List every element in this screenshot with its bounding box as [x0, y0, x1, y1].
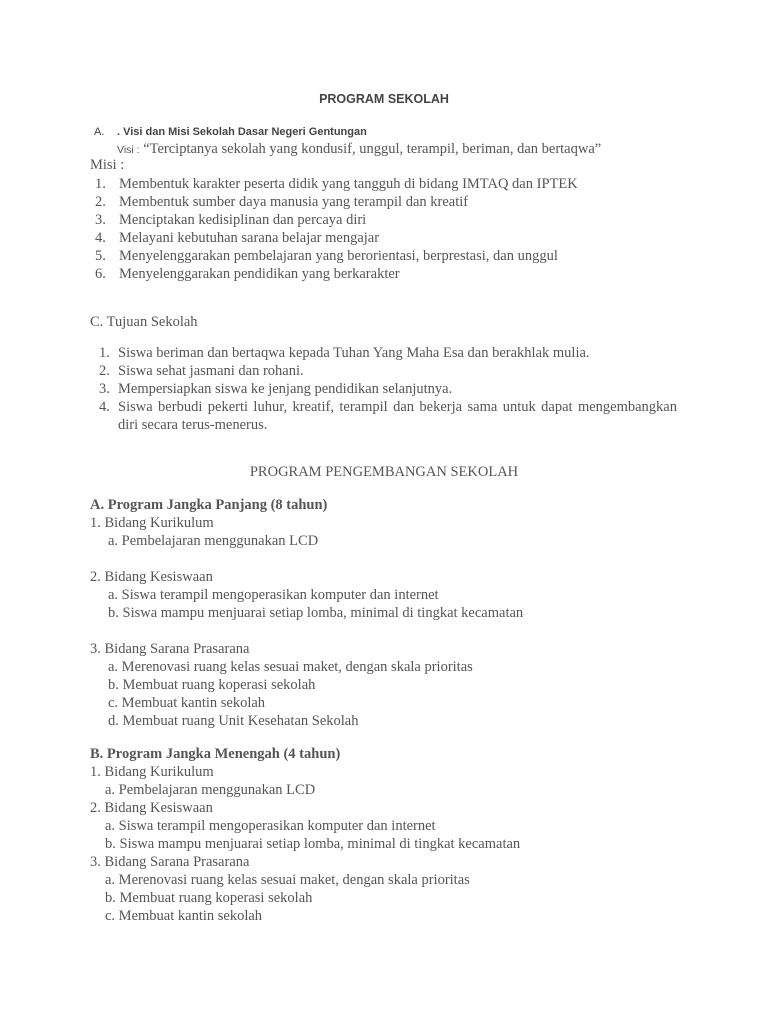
misi-item-number: 3.	[95, 212, 106, 228]
bidang-item: b. Siswa mampu menjuarai setiap lomba, minimal di tingkat kecamatan	[108, 605, 524, 621]
visi-label: Visi :	[117, 144, 140, 156]
bidang-item: b. Membuat ruang koperasi sekolah	[105, 890, 313, 906]
bidang-heading: 3. Bidang Sarana Prasarana	[90, 854, 250, 870]
tujuan-item-number: 3.	[99, 381, 110, 397]
tujuan-item	[90, 380, 677, 398]
tujuan-item-text: Siswa sehat jasmani dan rohani.	[118, 363, 304, 379]
misi-item-number: 1.	[95, 176, 106, 192]
visi-text: “Terciptanya sekolah yang kondusif, unggul, terampil, beriman, dan bertaqwa”	[143, 141, 602, 157]
bidang-item: b. Membuat ruang koperasi sekolah	[108, 677, 316, 693]
tujuan-item	[90, 344, 677, 362]
misi-list	[90, 175, 578, 283]
visi-line	[117, 140, 601, 159]
bidang-item: a. Pembelajaran menggunakan LCD	[105, 782, 316, 798]
misi-item-number: 5.	[95, 248, 106, 264]
tujuan-item	[90, 362, 677, 380]
section-a-title: . Visi dan Misi Sekolah Dasar Negeri Gentungan	[117, 126, 367, 138]
jangka-menengah-block	[90, 745, 520, 925]
misi-item-text: Melayani kebutuhan sarana belajar mengajar	[119, 230, 380, 246]
bidang-item: a. Pembelajaran menggunakan LCD	[108, 533, 319, 549]
bidang-item: c. Membuat kantin sekolah	[108, 695, 266, 711]
misi-item-number: 6.	[95, 266, 106, 282]
tujuan-item-text: Siswa beriman dan bertaqwa kepada Tuhan Yang Maha Esa dan berakhlak mulia.	[118, 345, 590, 361]
bidang-heading: 2. Bidang Kesiswaan	[90, 800, 213, 816]
bidang-item: a. Siswa terampil mengoperasikan komputer dan internet	[105, 818, 436, 834]
jangka-panjang-block	[90, 496, 523, 730]
misi-item	[90, 175, 578, 193]
misi-item-text: Menciptakan kedisiplinan dan percaya diri	[119, 212, 367, 228]
bidang-item: a. Merenovasi ruang kelas sesuai maket, dengan skala prioritas	[108, 659, 473, 675]
jangka-panjang-heading: A. Program Jangka Panjang (8 tahun)	[90, 497, 328, 513]
misi-item	[90, 265, 578, 283]
bidang-heading: 1. Bidang Kurikulum	[90, 764, 214, 780]
misi-item-text: Menyelenggarakan pendidikan yang berkarakter	[119, 266, 400, 282]
tujuan-item-number: 2.	[99, 363, 110, 379]
misi-item-text: Membentuk sumber daya manusia yang terampil dan kreatif	[119, 194, 469, 210]
bidang-item: a. Siswa terampil mengoperasikan komputer dan internet	[108, 587, 439, 603]
document-title: PROGRAM SEKOLAH	[319, 92, 449, 106]
bidang-heading: 3. Bidang Sarana Prasarana	[90, 641, 250, 657]
tujuan-item-text: Mempersiapkan siswa ke jenjang pendidikan selanjutnya.	[118, 381, 453, 397]
section-a-marker: A.	[94, 126, 105, 138]
misi-item-text: Membentuk karakter peserta didik yang tangguh di bidang IMTAQ dan IPTEK	[119, 176, 578, 192]
bidang-item: b. Siswa mampu menjuarai setiap lomba, minimal di tingkat kecamatan	[105, 836, 521, 852]
misi-item	[90, 229, 578, 247]
misi-item	[90, 247, 578, 265]
section-a-heading	[94, 126, 367, 138]
misi-item-number: 2.	[95, 194, 106, 210]
tujuan-item-number: 1.	[99, 345, 110, 361]
bidang-item: d. Membuat ruang Unit Kesehatan Sekolah	[108, 713, 359, 729]
misi-item-text: Menyelenggarakan pembelajaran yang berorientasi, berprestasi, dan unggul	[119, 248, 558, 264]
tujuan-item	[90, 398, 677, 434]
misi-label: Misi :	[90, 157, 125, 173]
tujuan-item-number: 4.	[99, 399, 110, 415]
tujuan-list	[90, 344, 677, 434]
tujuan-item-text: Siswa berbudi pekerti luhur, kreatif, terampil dan bekerja sama untuk dapat mengembangkan diri secara terus-menerus.	[118, 399, 677, 433]
bidang-heading: 2. Bidang Kesiswaan	[90, 569, 213, 585]
bidang-item: a. Merenovasi ruang kelas sesuai maket, dengan skala prioritas	[105, 872, 470, 888]
misi-item-number: 4.	[95, 230, 106, 246]
program-title: PROGRAM PENGEMBANGAN SEKOLAH	[249, 464, 519, 480]
misi-item	[90, 211, 578, 229]
jangka-menengah-heading: B. Program Jangka Menengah (4 tahun)	[90, 746, 341, 762]
misi-item	[90, 193, 578, 211]
bidang-heading: 1. Bidang Kurikulum	[90, 515, 214, 531]
tujuan-heading: C. Tujuan Sekolah	[90, 314, 198, 330]
bidang-item: c. Membuat kantin sekolah	[105, 908, 263, 924]
